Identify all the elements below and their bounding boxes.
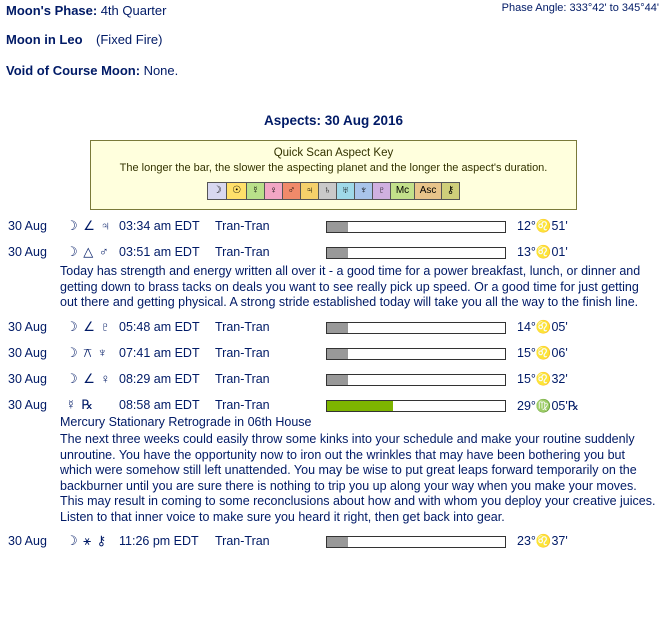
aspect-time: 05:48 am EDT — [119, 319, 200, 334]
aspect-row — [6, 346, 661, 363]
moon-sign-note: (Fixed Fire) — [96, 32, 163, 47]
aspect-duration-bar — [326, 221, 506, 233]
aspect-date: 30 Aug — [8, 319, 47, 334]
aspect-position: 12°♌51' — [517, 219, 568, 233]
aspect-duration-bar-fill — [327, 537, 348, 547]
aspect-position: 15°♌32' — [517, 371, 568, 386]
phase-angle: Phase Angle: 333°42' to 345°44' — [501, 2, 659, 14]
aspect-row — [6, 534, 661, 551]
aspect-position: 14°♌05' — [517, 319, 568, 334]
aspect-time: 03:34 am EDT — [119, 219, 200, 233]
mercury-glyph: ☿ — [247, 183, 265, 199]
aspect-duration-bar — [326, 536, 506, 548]
aspect-time: 03:51 am EDT — [119, 245, 200, 259]
aspect-glyphs: ☽ △ ♂ — [66, 244, 110, 259]
aspect-position: 23°♌37' — [517, 534, 568, 548]
aspect-duration-bar-fill — [327, 222, 348, 232]
aspect-date: 30 Aug — [8, 371, 47, 386]
aspect-time: 07:41 am EDT — [119, 345, 200, 360]
saturn-glyph: ♄ — [319, 183, 337, 199]
jupiter-glyph: ♃ — [301, 183, 319, 199]
aspect-transit-type: Tran-Tran — [215, 371, 270, 386]
aspect-duration-bar — [326, 400, 506, 412]
sun-glyph: ☉ — [227, 183, 246, 199]
void-of-course-value: None. — [143, 63, 179, 78]
aspect-transit-type: Tran-Tran — [215, 319, 270, 334]
aspect-glyphs: ☽ ⚹ ⚷ — [66, 533, 108, 548]
aspect-duration-bar — [326, 374, 506, 386]
aspect-row — [6, 372, 661, 389]
aspect-transit-type: Tran-Tran — [215, 397, 270, 412]
mars-glyph: ♂ — [283, 183, 301, 199]
aspect-duration-bar — [326, 247, 506, 259]
aspect-time: 08:58 am EDT — [119, 397, 200, 412]
aspect-duration-bar-fill — [327, 375, 348, 385]
aspect-time: 08:29 am EDT — [119, 371, 200, 386]
aspect-event-title: Mercury Stationary Retrograde in 06th House — [60, 414, 312, 429]
aspect-glyphs: ☽ ∠ ♀ — [66, 370, 112, 386]
key-title: Quick Scan Aspect Key — [273, 147, 394, 159]
aspect-date: 30 Aug — [8, 245, 47, 259]
aspect-glyphs: ☽ ∠ ♇ — [66, 318, 112, 334]
aspect-time: 11:26 pm EDT — [119, 534, 199, 548]
aspect-glyphs: ☽ ∠ ♃ — [66, 218, 112, 233]
aspect-date: 30 Aug — [8, 219, 47, 233]
neptune-glyph: ♆ — [355, 183, 373, 199]
aspect-row — [6, 245, 661, 262]
planet-glyph-strip — [207, 182, 460, 200]
venus-glyph: ♀ — [265, 183, 283, 199]
aspect-duration-bar-fill — [327, 349, 348, 359]
aspect-duration-bar-fill — [327, 248, 348, 258]
aspect-interpretation: Today has strength and energy written all over it - a good time for a power breakfast, lunch, or dinner and getting down to brass tacks on deals you want to see really pick up speed. Or a good time for just getting out there and getting physical. A strong stride established today will take you all the way to the finish line. — [60, 264, 641, 309]
chiron-glyph: ⚷ — [442, 183, 459, 199]
moon-phase-value: 4th Quarter — [100, 3, 167, 18]
aspect-row — [6, 320, 661, 337]
key-subtitle: The longer the bar, the slower the aspecting planet and the longer the aspect's duration. — [119, 162, 548, 174]
aspect-duration-bar-fill — [327, 401, 393, 411]
aspect-list — [6, 219, 661, 551]
pluto-glyph: ♇ — [373, 183, 391, 199]
aspect-date: 30 Aug — [8, 534, 47, 548]
aspect-transit-type: Tran-Tran — [215, 219, 270, 233]
aspect-position: 15°♌06' — [517, 345, 568, 360]
aspect-position: 13°♌01' — [517, 245, 568, 259]
aspect-glyphs: ☿ ℞ — [66, 396, 95, 412]
moon-sign-label: Moon in Leo — [6, 32, 83, 47]
aspects-title: Aspects: 30 Aug 2016 — [263, 113, 404, 128]
aspect-position: 29°♍05'℞ — [517, 398, 579, 413]
void-of-course-row — [6, 54, 661, 85]
moon-phase-label: Moon's Phase: — [6, 3, 98, 18]
aspect-date: 30 Aug — [8, 397, 47, 412]
aspect-row — [6, 398, 661, 415]
void-of-course-label: Void of Course Moon: — [6, 63, 141, 78]
ascendant-glyph: Asc — [415, 183, 442, 199]
aspect-row — [6, 219, 661, 236]
aspect-transit-type: Tran-Tran — [215, 534, 270, 548]
uranus-glyph: ♅ — [337, 183, 355, 199]
aspect-duration-bar — [326, 348, 506, 360]
moon-phase-row — [6, 0, 661, 25]
aspect-interpretation: The next three weeks could easily throw some kinks into your schedule and make your routine suddenly unroutine. You have the opportunity now to iron out the wrinkles that may have been bothering you but which were somehow still left unattended. You may be wise to put great leaps forward temporarily on the backburner until you are sure there is nothing to trip you up along your way when you make your moves. This may result in coming to some reconclusions about how and with whom you deploy your creative juices. Listen to that inner voice to make sure you heard it right, then get back into gear. — [60, 432, 656, 524]
quick-scan-aspect-key — [90, 140, 577, 210]
aspect-duration-bar — [326, 322, 506, 334]
aspect-transit-type: Tran-Tran — [215, 245, 270, 259]
aspect-duration-bar-fill — [327, 323, 348, 333]
moon-sign-row — [6, 25, 661, 54]
midheaven-glyph: Mc — [391, 183, 415, 199]
aspect-transit-type: Tran-Tran — [215, 345, 270, 360]
moon-glyph: ☽ — [208, 183, 227, 199]
aspect-date: 30 Aug — [8, 345, 47, 360]
aspect-glyphs: ☽ ⚻ ♆ — [66, 344, 109, 360]
